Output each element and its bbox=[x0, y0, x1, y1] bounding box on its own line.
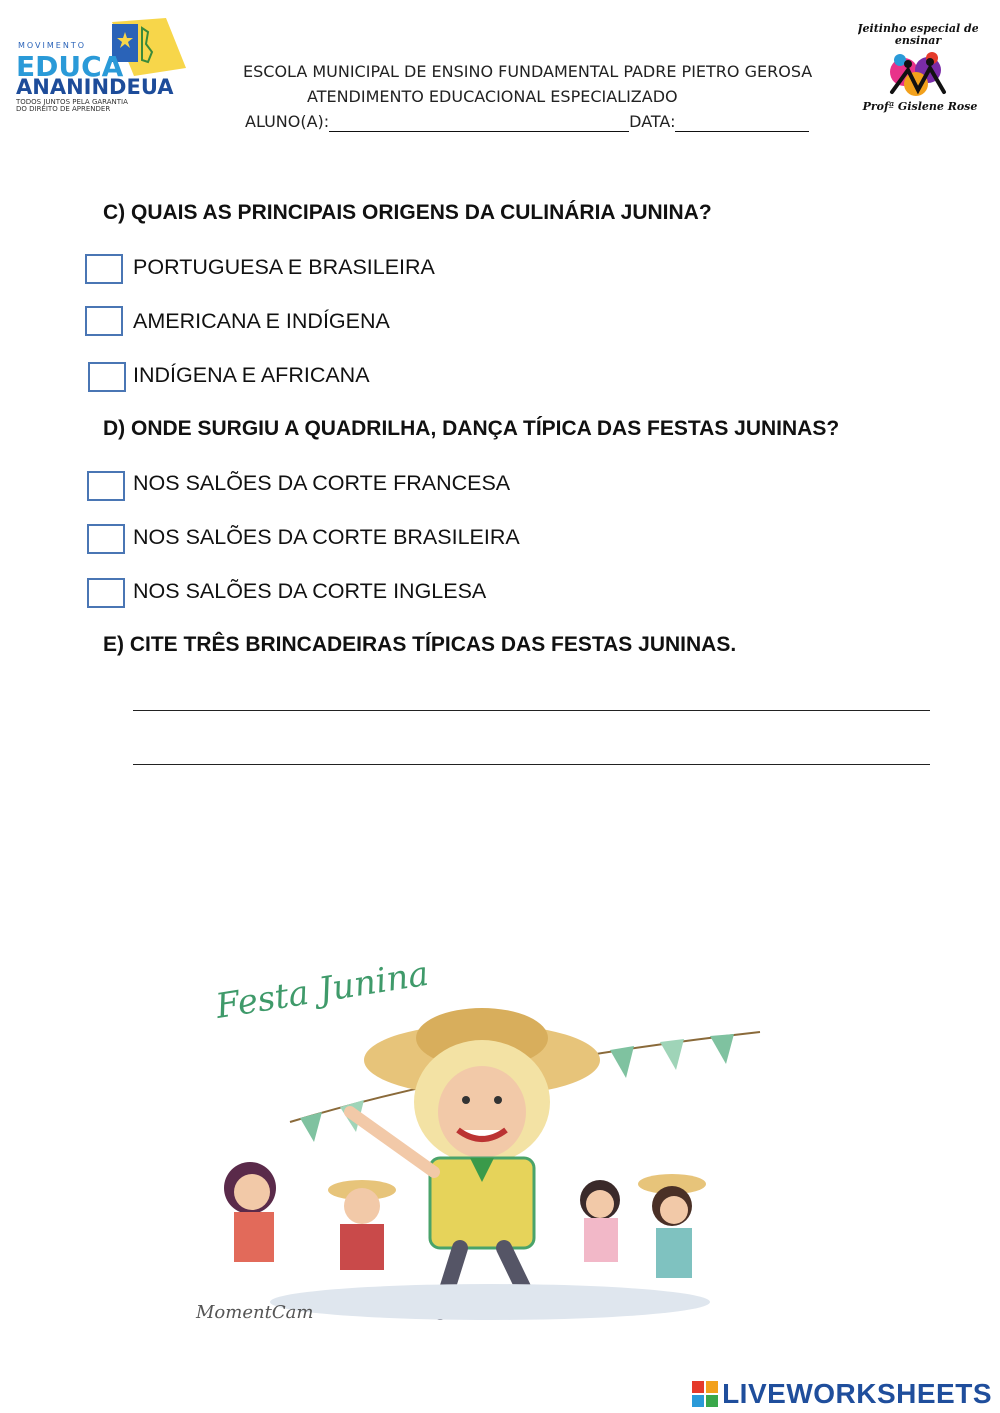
checkbox-c-option-2[interactable] bbox=[85, 306, 123, 336]
teacher-logo bbox=[858, 20, 978, 116]
logo-tagline1: TODOS JUNTOS PELA GARANTIA bbox=[16, 98, 128, 106]
answer-line-1[interactable] bbox=[133, 710, 930, 711]
logo-line2: ANANINDEUA bbox=[16, 75, 174, 99]
student-date-row bbox=[245, 112, 809, 132]
date-line[interactable] bbox=[675, 112, 809, 132]
educa-ananindeua-logo bbox=[16, 18, 192, 112]
option-c-1-label: PORTUGUESA E BRASILEIRA bbox=[133, 255, 435, 279]
option-c-3-label: INDÍGENA E AFRICANA bbox=[133, 363, 370, 387]
brand-text: LIVEWORKSHEETS bbox=[722, 1378, 992, 1409]
logo-top-text: MOVIMENTO bbox=[18, 41, 87, 50]
checkbox-d-option-2[interactable] bbox=[87, 524, 125, 554]
student-name-line[interactable] bbox=[329, 112, 629, 132]
option-d-2-label: NOS SALÕES DA CORTE BRASILEIRA bbox=[133, 525, 520, 549]
liveworksheets-logo-icon bbox=[692, 1381, 718, 1407]
teacher-name: Profª Gislene Rose bbox=[862, 100, 978, 113]
student-label: ALUNO(A): bbox=[245, 112, 330, 131]
option-d-3-label: NOS SALÕES DA CORTE INGLESA bbox=[133, 579, 487, 603]
illustration-signature: MomentCam bbox=[196, 1302, 314, 1323]
logo-tagline2: DO DIREITO DE APRENDER bbox=[16, 105, 111, 112]
checkbox-c-option-3[interactable] bbox=[88, 362, 126, 392]
service-name: ATENDIMENTO EDUCACIONAL ESPECIALIZADO bbox=[307, 87, 678, 106]
school-name: ESCOLA MUNICIPAL DE ENSINO FUNDAMENTAL PADRE PIETRO GEROSA bbox=[243, 62, 813, 81]
teacher-logo-title2: ensinar bbox=[894, 34, 942, 47]
answer-line-2[interactable] bbox=[133, 764, 930, 765]
question-c: C) QUAIS AS PRINCIPAIS ORIGENS DA CULINÁRIA JUNINA? bbox=[103, 201, 712, 224]
teacher-logo-title1: Jeitinho especial de bbox=[858, 22, 978, 35]
checkbox-d-option-3[interactable] bbox=[87, 578, 125, 608]
option-c-2-label: AMERICANA E INDÍGENA bbox=[133, 309, 390, 333]
option-d-1-label: NOS SALÕES DA CORTE FRANCESA bbox=[133, 471, 511, 495]
liveworksheets-brand[interactable] bbox=[692, 1376, 992, 1412]
festa-title: Festa Junina bbox=[213, 953, 432, 1027]
question-e: E) CITE TRÊS BRINCADEIRAS TÍPICAS DAS FESTAS JUNINAS. bbox=[103, 633, 737, 656]
festa-junina-illustration bbox=[190, 952, 780, 1332]
question-d: D) ONDE SURGIU A QUADRILHA, DANÇA TÍPICA DAS FESTAS JUNINAS? bbox=[103, 417, 840, 440]
date-label: DATA: bbox=[629, 112, 676, 131]
logo-line1: EDUCA bbox=[16, 50, 124, 83]
checkbox-d-option-1[interactable] bbox=[87, 471, 125, 501]
checkbox-c-option-1[interactable] bbox=[85, 254, 123, 284]
